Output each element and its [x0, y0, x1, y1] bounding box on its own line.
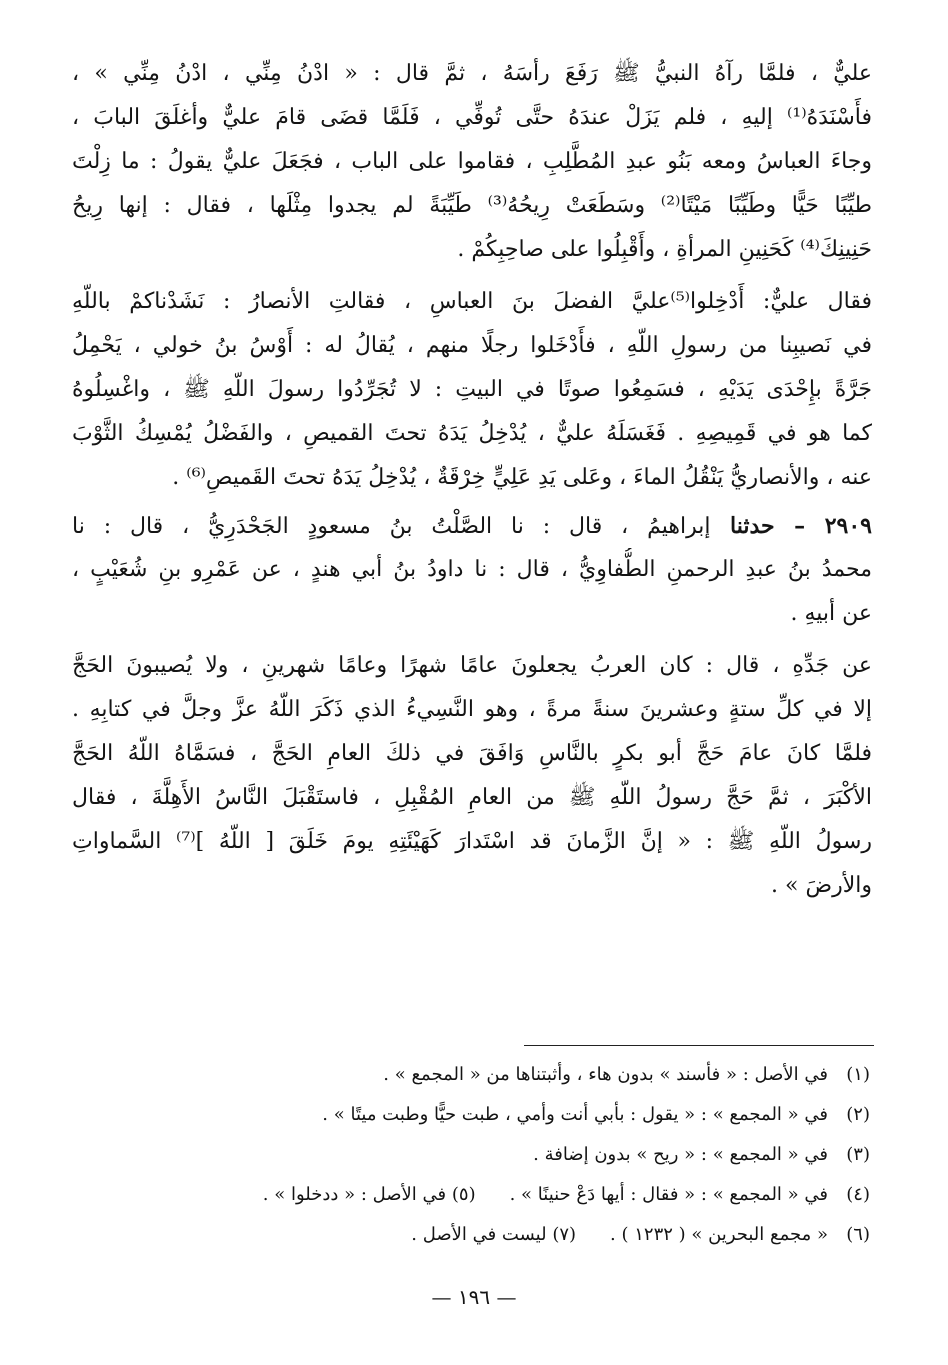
- matn-paragraph: [72, 644, 872, 908]
- page-number: — ١٩٦ —: [431, 1285, 517, 1309]
- text-line: طيِّبًا حَيًّا وطَيِّبًا مَيْتًا⁽²⁾ وسَطَعَتْ رِيحُهُ⁽³⁾ طَيِّبَةً لم يجدوا مِثْلَها ، فقال : إنها رِيحُ: [72, 193, 872, 218]
- hadith-lead: – حدثنا: [710, 513, 825, 539]
- footnote: [120, 1135, 870, 1175]
- paragraph-2: [72, 280, 872, 500]
- footnote-number: (٧): [552, 1224, 577, 1245]
- footnote-text: في « المجمع » : « فقال : أيها دَعْ حنينًا » .: [509, 1184, 828, 1205]
- footnote-text: في الأصل : « ددخلوا » .: [262, 1184, 447, 1205]
- footnote: [120, 1175, 870, 1215]
- footnote-divider: [524, 1045, 874, 1046]
- footnote-number: (٤): [846, 1184, 870, 1205]
- text-line: إلا في كلِّ ستةٍ وعشرينَ سنةً مرةً ، وهو النَّسِيءُ الذي ذَكَرَ اللّهُ عزَّ وجلَّ في كتابِهِ .: [72, 697, 872, 722]
- text-line: فأَسْنَدَهُ⁽¹⁾ إليهِ ، فلم يَزَلْ عندَهُ حتَّى تُوفِّي ، فَلَمَّا قضَى قامَ عليٌّ وأغلَقَ البابَ ،: [72, 105, 872, 130]
- text-line: في نَصيبِنا من رسولِ اللّهِ ، فأَدْخَلوا رجلًا منهم ، يُقالُ له : أَوْسُ بنُ خولي ، يَحْمِلُ: [72, 333, 872, 358]
- text-line: جَرَّةً بإِحْدَى يَدَيْهِ ، فسَمِعُوا صوتًا في البيتِ : لا تُجَرِّدُوا رسولَ اللّهِ ﷺ ، واغْسِلُوهُ: [72, 377, 872, 402]
- footnote-text: في الأصل : « فأسند » بدون هاء ، وأثبتناها من « المجمع » .: [383, 1064, 828, 1085]
- paragraph-1: [72, 52, 872, 272]
- text-line: عن أبيهِ .: [790, 601, 872, 626]
- footnote-number: (٦): [846, 1224, 870, 1245]
- footnote-number: (١): [846, 1064, 870, 1085]
- footnotes: [120, 1055, 870, 1255]
- text-line: والأرضَ » .: [771, 873, 872, 898]
- text-line: حَنِينِكَ⁽⁴⁾ كَحَنِينِ المرأةِ ، وأَقْبِلُوا على صاحِبِكُمْ .: [457, 237, 872, 262]
- text-line: محمدُ بنُ عبدِ الرحمنِ الطُّفاوِيُّ ، قال : نا داودُ بنُ أبي هندٍ ، عن عَمْرِو بنِ شُعَيْبٍ ،: [72, 557, 872, 582]
- hadith-2909: [72, 504, 872, 636]
- text-line: فلمَّا كانَ عامَ حَجَّ أبو بكرٍ بالنَّاسِ وَافَقَ في ذلكَ العامِ الحَجَّ ، فسَمَّاهُ اللّهُ الحَجَّ: [72, 741, 872, 766]
- footnote-number: (٣): [846, 1144, 870, 1165]
- footnote: [120, 1095, 870, 1135]
- text-line: رسولُ اللّهِ ﷺ : « إنَّ الزَّمانَ قد اسْتَدارَ كَهَيْئَتِهِ يومَ خَلَقَ [ اللّهُ ]⁽⁷⁾ السَّماواتِ: [72, 829, 872, 854]
- hadith-heading-line: [72, 504, 872, 548]
- text-line: فقال عليٌّ: أَدْخِلوا⁽⁵⁾عليَّ الفضلَ بنَ العباسِ ، فقالتِ الأنصارُ : نَشَدْناكمْ باللّهِ: [72, 289, 872, 314]
- footnote-text: في « المجمع » : « ريح » بدون إضافة .: [533, 1144, 828, 1165]
- text-line: الأكْبَرَ ، ثمَّ حَجَّ رسولُ اللّهِ ﷺ من العامِ المُقْبِلِ ، فاستَقْبَلَ النَّاسُ الأَهِلَّةَ ، فقال: [72, 785, 872, 810]
- page-body: [72, 52, 872, 908]
- text-line: عليٌّ ، فلمَّا رآهُ النبيُّ ﷺ رَفَعَ رأسَهُ ، ثمَّ قال : « ادْنُ مِنِّي ، ادْنُ مِنِّي » ،: [72, 61, 872, 86]
- text-line: كما هو في قَمِيصِهِ . فَغَسَلَهُ عليٌّ ، يُدْخِلُ يَدَهُ تحتَ القميصِ ، والفَضْلُ يُمْسِكُ الثَّوْبَ: [72, 421, 872, 446]
- footnote-text: ليست في الأصل .: [411, 1224, 547, 1245]
- footnote-number: (٢): [846, 1104, 870, 1125]
- footnote-text: في « المجمع » : « يقول : بأبي أنت وأمي ، طبت حيًّا وطبت ميتًا » .: [322, 1104, 828, 1125]
- hadith-number: ٢٩٠٩: [824, 513, 872, 539]
- text-line: عن جَدِّهِ ، قال : كان العربُ يجعلونَ عامًا شهرًا وعامًا شهرينِ ، ولا يُصيبونَ الحَجَّ: [72, 653, 872, 678]
- footnote-number: (٥): [451, 1184, 476, 1205]
- footnote: [120, 1055, 870, 1095]
- text-line: عنه ، والأنصاريُّ يَنْقُلُ الماءَ ، وعَلى يَدِ عَلِيٍّ خِرْقَةٌ ، يُدْخِلُ يَدَهُ تحتَ القَميصِ⁽⁶⁾ .: [172, 465, 872, 490]
- isnad-text: إبراهيمُ ، قال : نا الصَّلْتُ بنُ مسعودٍ الجَحْدَرِيُّ ، قال : نا: [72, 514, 711, 539]
- text-line: وجاءَ العباسُ ومعه بَنُو عبدِ المُطَّلِبِ ، فقاموا على الباب ، فجَعَلَ عليٌّ يقولُ : ما زِلْتَ: [72, 149, 872, 174]
- footnote: [120, 1215, 870, 1255]
- footnote-text: « مجمع البحرين » ( ١٢٣٢ ) .: [610, 1224, 828, 1245]
